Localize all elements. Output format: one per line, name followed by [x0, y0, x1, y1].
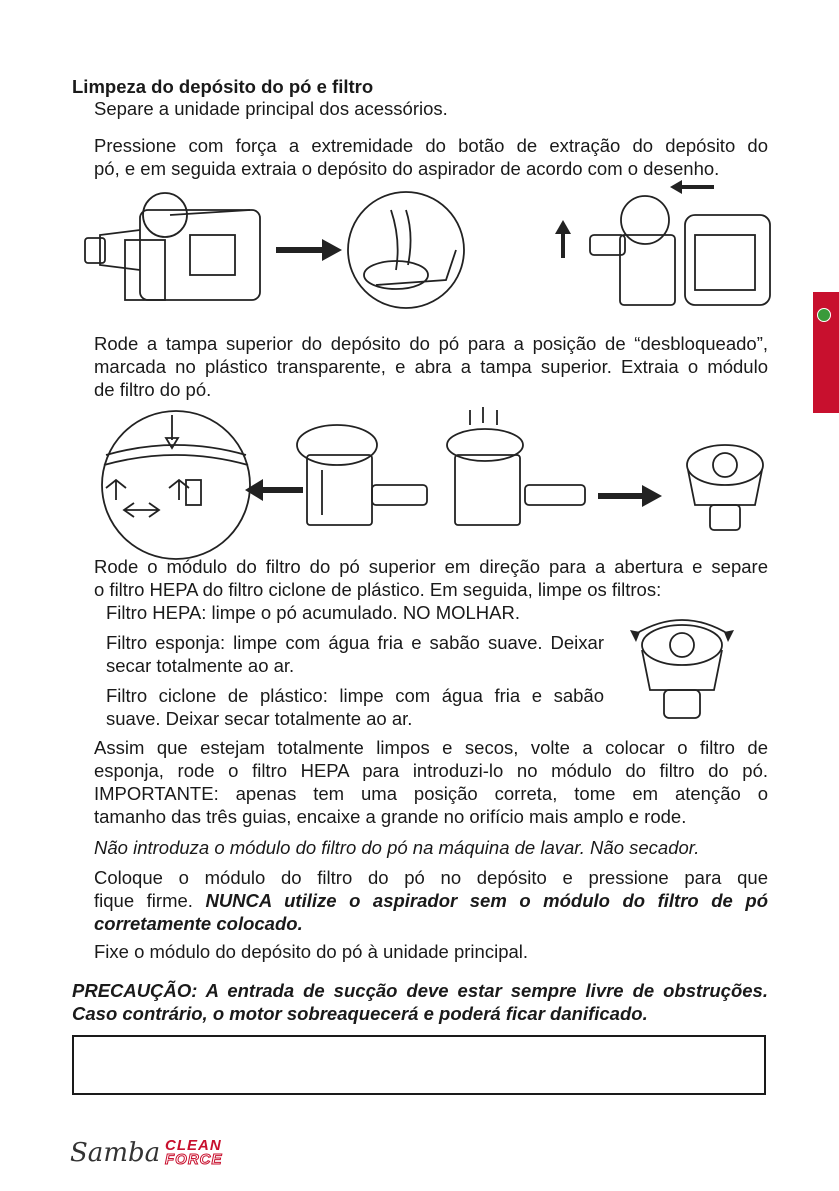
caution-line1: PRECAUÇÃO: A entrada de sucção deve estar sempre livre de obstruções. — [72, 980, 768, 1001]
step-insert-warning-line3: corretamente colocado. — [94, 913, 303, 934]
filter-cyclone-line2: suave. Deixar secar totalmente ao ar. — [106, 708, 413, 729]
illustration-filter-rotate — [622, 610, 742, 725]
section-title: Limpeza do depósito do pó e filtro — [72, 76, 374, 97]
filter-sponge-line2: secar totalmente ao ar. — [106, 655, 295, 676]
arrow-right-icon-2 — [596, 482, 666, 510]
step-insert-line1: Coloque o módulo do filtro do pó no depósito e pressione para que — [94, 867, 768, 888]
illustration-container-closed — [292, 420, 432, 530]
step-reassemble-line4: tamanho das três guias, encaixe a grande no orifício mais amplo e rode. — [94, 806, 687, 827]
caution-line2: Caso contrário, o motor sobreaquecerá e poderá ficar danificado. — [72, 1003, 648, 1024]
step-rotate-lid-line3: de filtro do pó. — [94, 379, 212, 400]
step-rotate-lid-line1: Rode a tampa superior do depósito do pó para a posição de “desbloqueado”, — [94, 333, 768, 354]
arrow-left-icon — [670, 179, 715, 195]
step-rotate-lid-line2: marcada no plástico transparente, e abra a tampa superior. Extraia o módulo — [94, 356, 768, 377]
brand-logo-bottom: FORCE — [165, 1151, 223, 1168]
step-reassemble-line3: IMPORTANTE: apenas tem uma posição correta, tome em atenção o — [94, 783, 768, 804]
filter-hepa: Filtro HEPA: limpe o pó acumulado. NO MOLHAR. — [106, 602, 520, 623]
note-box — [72, 1035, 766, 1095]
illustration-lock-detail — [94, 410, 264, 560]
step-insert-line2 — [94, 890, 768, 913]
arrow-up-icon — [553, 220, 573, 260]
step-reassemble-line2: esponja, rode o filtro HEPA para introduzi-lo no módulo do filtro do pó. — [94, 760, 768, 781]
illustration-press-button — [346, 190, 466, 310]
warning-no-washing: Não introduza o módulo do filtro do pó na máquina de lavar. Não secador. — [94, 837, 700, 858]
step-attach: Fixe o módulo do depósito do pó à unidade principal. — [94, 941, 529, 962]
step-separate: Separe a unidade principal dos acessórios. — [94, 98, 448, 119]
step-separate-hepa-line1: Rode o módulo do filtro do pó superior em direção para a abertura e separe — [94, 556, 768, 577]
brand-logo-top: CLEAN — [165, 1137, 222, 1154]
brand-signature: Samba — [70, 1138, 161, 1168]
filter-sponge-line1: Filtro esponja: limpe com água fria e sabão suave. Deixar — [106, 632, 604, 653]
illustration-vacuum-body — [80, 190, 270, 310]
step-separate-hepa-line2: o filtro HEPA do filtro ciclone de plástico. Em seguida, limpe os filtros: — [94, 579, 662, 600]
flag-icon — [817, 308, 831, 322]
step-insert-line2a: fique firme. — [94, 890, 193, 911]
illustration-container-open — [445, 405, 595, 530]
step-reassemble-line1: Assim que estejam totalmente limpos e secos, volte a colocar o filtro de — [94, 737, 768, 758]
arrow-right-icon — [274, 235, 344, 265]
illustration-dust-container-removed — [585, 195, 775, 310]
illustration-filter-module — [680, 440, 770, 535]
step-press-line2: pó, e em seguida extraia o depósito do aspirador de acordo com o desenho. — [94, 158, 720, 179]
step-press-line1: Pressione com força a extremidade do botão de extração do depósito do — [94, 135, 768, 156]
step-insert-warning: NUNCA utilize o aspirador sem o módulo do filtro de pó — [205, 890, 768, 911]
filter-cyclone-line1: Filtro ciclone de plástico: limpe com água fria e sabão — [106, 685, 604, 706]
